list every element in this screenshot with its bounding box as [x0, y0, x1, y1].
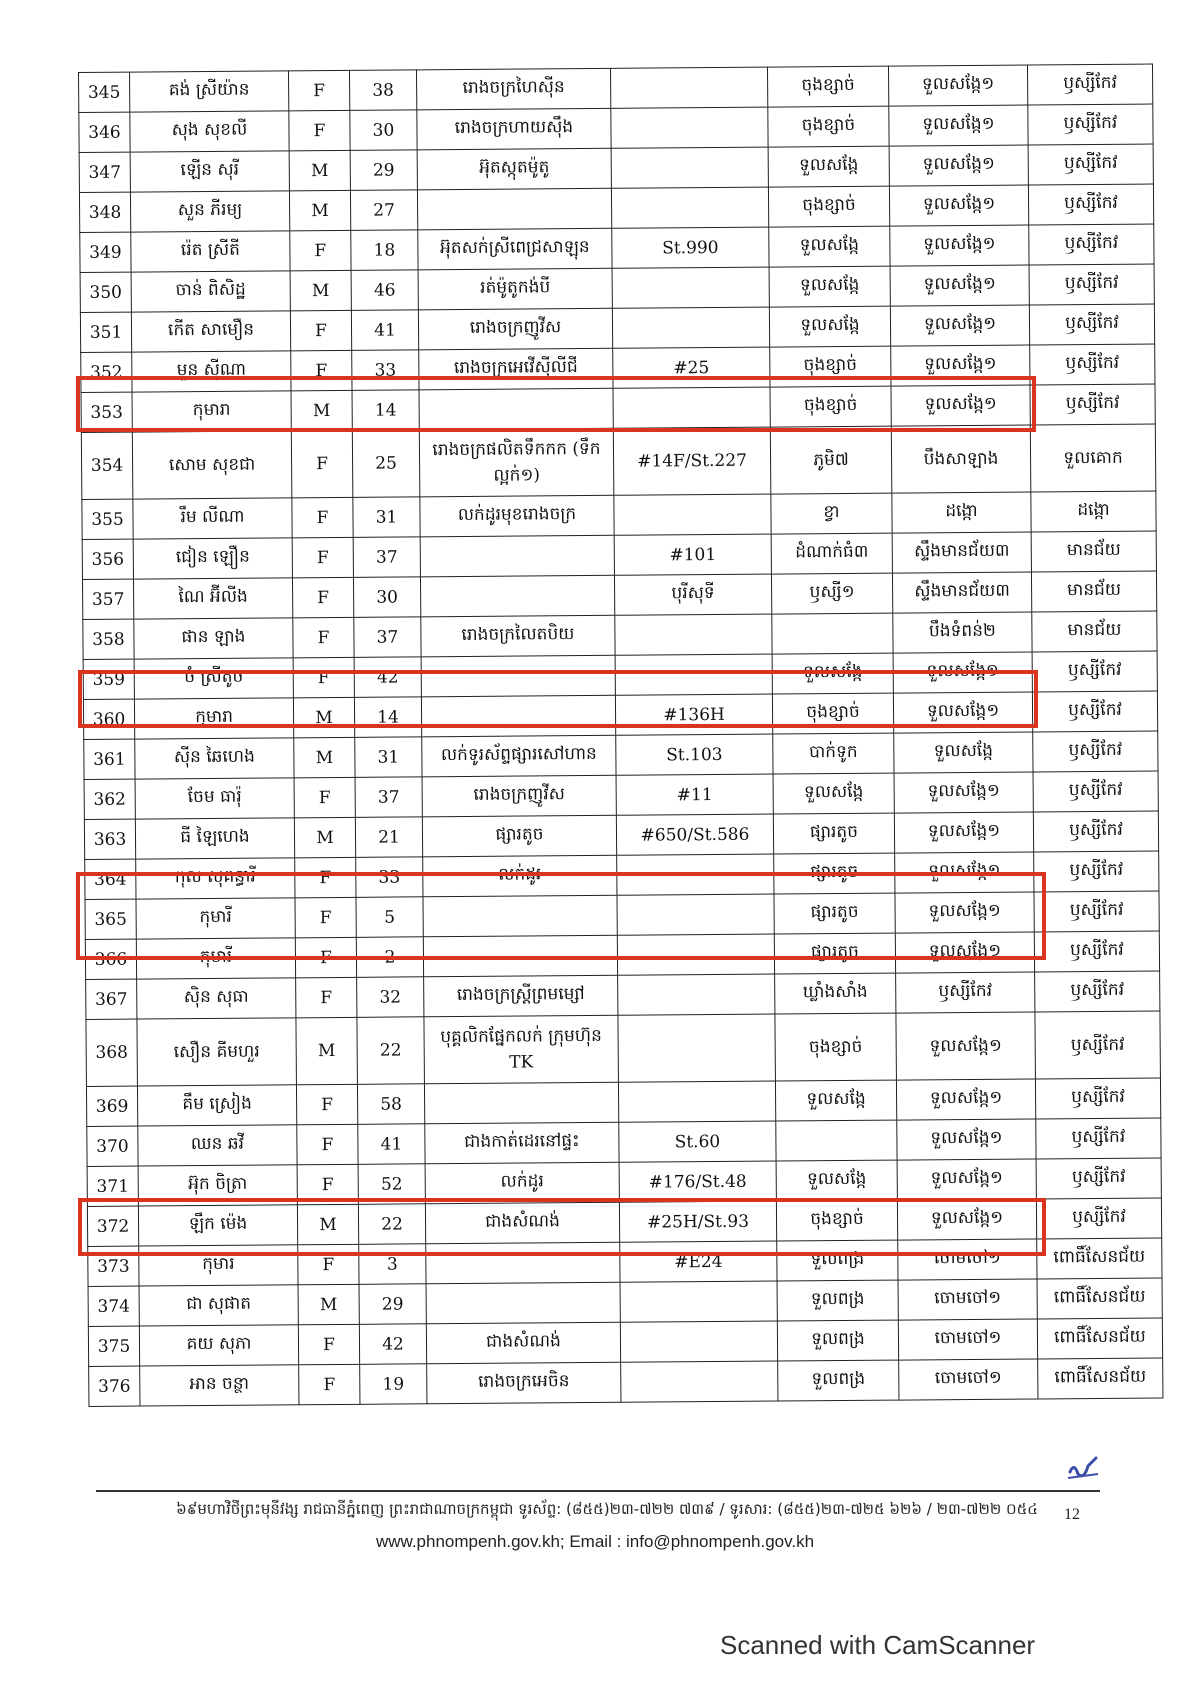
footer-contact: www.phnompenh.gov.kh; Email : info@phnompenh.gov.kh: [375, 1532, 815, 1551]
cell-no: 372: [87, 1206, 138, 1246]
cell-commune: ទួលសង្កែ១: [897, 1199, 1036, 1240]
cell-name: ស៊ិន សុធា: [137, 978, 296, 1019]
cell-village: ចុងខ្សាច់: [770, 386, 891, 427]
cell-no: 370: [87, 1126, 138, 1166]
cell-job: ជាងកាត់ដេរនៅផ្ទះ: [425, 1122, 619, 1164]
cell-district: ឫស្សីកែវ: [1029, 224, 1154, 265]
cell-age: 2: [356, 937, 423, 978]
cell-house: #14F/St.227: [613, 427, 771, 495]
cell-village: ចុងខ្សាច់: [770, 346, 891, 387]
cell-district: ពោធិ៍សែនជ័យ: [1038, 1358, 1163, 1399]
cell-district: ឫស្សីកែវ: [1036, 1198, 1161, 1239]
cell-name: មួន ស៊ីណា: [132, 351, 291, 392]
highlight-box-row-360: [78, 670, 1038, 728]
cell-age: 58: [357, 1084, 424, 1125]
cell-no: 366: [85, 939, 136, 979]
cell-name: រឹម លីណា: [133, 498, 292, 539]
cell-sex: F: [297, 1124, 358, 1164]
cell-commune: ស្ទឹងមានជ័យ៣: [892, 572, 1031, 613]
cell-name: ជៀន ឡឿន: [133, 538, 292, 579]
cell-district: មានជ័យ: [1032, 611, 1157, 652]
cell-house: [615, 614, 772, 655]
cell-name: កុមារី: [136, 898, 295, 939]
cell-district: ពោធិ៍សែនជ័យ: [1037, 1238, 1162, 1279]
cell-sex: M: [293, 697, 354, 737]
cell-commune: ទួលសង្កែ១: [891, 385, 1030, 426]
cell-sex: M: [296, 1017, 358, 1084]
cell-commune: ដង្កោ: [892, 492, 1031, 533]
cell-commune: ទួលសង្កែ១: [893, 692, 1032, 733]
cell-village: ផ្សារតូច: [774, 853, 895, 894]
cell-job: រត់ម៉ូតូកង់បី: [418, 268, 612, 310]
cell-no: 356: [82, 539, 133, 579]
cell-village: ទួលពង្រ: [777, 1240, 898, 1281]
cell-age: 29: [350, 150, 417, 191]
cell-age: 14: [352, 390, 419, 431]
cell-house: [618, 1081, 775, 1122]
cell-name: សោម សុខជា: [132, 431, 292, 499]
cell-house: បុរីសុទី: [614, 574, 771, 615]
cell-age: 21: [355, 817, 422, 858]
cell-commune: ទួលសង្កែ១: [895, 892, 1034, 933]
cell-age: 46: [351, 270, 418, 311]
cell-house: [612, 267, 769, 308]
cell-job: [424, 1082, 618, 1124]
cell-district: មានជ័យ: [1031, 571, 1156, 612]
cell-village: ទួលសង្កែ: [769, 306, 890, 347]
cell-name: អាន ចន្ថា: [140, 1365, 299, 1406]
cell-job: រោងចក្រស្ត្រីព្រមម្សៅ: [424, 975, 618, 1017]
cell-district: ទួលគោក: [1030, 424, 1156, 492]
cell-district: ឫស្សីកែវ: [1029, 264, 1154, 305]
cell-village: ទួលសង្កែ: [769, 266, 890, 307]
cell-no: 367: [86, 979, 137, 1019]
cell-job: រោងចក្រហាយស៊ឹង: [417, 108, 611, 150]
cell-name: ឡឹក ម៉េង: [138, 1205, 297, 1246]
cell-age: 14: [354, 697, 421, 738]
cell-name: កុមារា: [132, 391, 291, 432]
page-number: 12: [1064, 1506, 1080, 1523]
cell-job: ជាងសំណង់: [425, 1202, 619, 1244]
cell-no: 347: [79, 152, 130, 192]
cell-house: [612, 307, 769, 348]
cell-house: #25H/St.93: [619, 1201, 776, 1242]
cell-sex: F: [295, 897, 356, 937]
cell-no: 376: [89, 1366, 140, 1406]
cell-sex: M: [294, 817, 355, 857]
cell-job: លក់ទូរស័ព្ទផ្សារសៅហាន: [422, 735, 616, 777]
cell-age: 33: [352, 350, 419, 391]
cell-job: រោងចក្រហៃស៊ីន: [416, 68, 610, 110]
cell-district: ដង្កោ: [1031, 491, 1156, 532]
cell-sex: M: [297, 1204, 358, 1244]
cell-age: 37: [353, 537, 420, 578]
cell-district: ឫស្សីកែវ: [1028, 184, 1153, 225]
cell-job: [426, 1282, 620, 1324]
cell-age: 32: [357, 977, 424, 1018]
cell-sex: F: [292, 497, 353, 537]
cell-village: ទួលសង្កែ: [775, 1080, 896, 1121]
cell-village: ចុងខ្សាច់: [768, 186, 889, 227]
cell-commune: ឫស្សីកែវ: [896, 972, 1035, 1013]
cell-job: [420, 575, 614, 617]
cell-no: 361: [84, 739, 135, 779]
footer-address: ៦៩មហាវិថីព្រះមុនីវង្ស រាជធានីភ្នំពេញ ព្រះរាជាណាចក្រកម្ពុជា ទូរស័ព្ទ: (៨៥៥)២៣-៧២២ ៧៣៩ / ទូរសារ: (៨៥៥)២៣-៧២៥ ៦២៦ / ២៣-៧២២ ០៥៤: [176, 1500, 1038, 1518]
cell-village: ដំណាក់ធំ៣: [771, 533, 892, 574]
cell-no: 364: [85, 859, 136, 899]
cell-job: រោងចក្រអេចិន: [427, 1362, 621, 1404]
cell-sex: F: [293, 657, 354, 697]
cell-commune: ទួលសង្កែ១: [893, 652, 1032, 693]
cell-age: 52: [358, 1164, 425, 1205]
cell-village: ភូមិ៧: [770, 426, 892, 494]
camscanner-watermark: Scanned with CamScanner: [720, 1630, 1036, 1660]
cell-district: ឫស្សីកែវ: [1034, 891, 1159, 932]
cell-age: 22: [358, 1204, 425, 1245]
cell-village: ផ្សារតូច: [774, 893, 895, 934]
cell-sex: F: [293, 617, 354, 657]
cell-name: អ៊ុក ចិត្រា: [138, 1165, 297, 1206]
cell-sex: F: [295, 857, 356, 897]
cell-house: St.990: [612, 227, 769, 268]
cell-name: ជា សុផាត: [139, 1285, 298, 1326]
table-row: [81, 424, 1155, 499]
cell-job: អ៊ុតសក់ស្រីពេជ្រសាឡុន: [418, 228, 612, 270]
cell-name: កុមារី: [139, 1245, 298, 1286]
cell-no: 360: [83, 699, 134, 739]
cell-house: [611, 147, 768, 188]
cell-commune: ទួលសង្កែ១: [889, 105, 1028, 146]
cell-commune: ទួលសង្កែ១: [890, 305, 1029, 346]
cell-no: 355: [82, 499, 133, 539]
cell-no: 358: [83, 619, 134, 659]
cell-house: [618, 1014, 776, 1082]
cell-village: ទួលសង្កែ: [772, 653, 893, 694]
cell-name: ឈន ឆវី: [138, 1125, 297, 1166]
cell-house: #650/St.586: [616, 814, 773, 855]
highlight-box-row-373: [78, 1198, 1046, 1256]
cell-house: [620, 1321, 777, 1362]
cell-village: ចុងខ្សាច់: [772, 693, 893, 734]
highlight-box-rows-365-366: [76, 872, 1046, 960]
cell-house: [614, 494, 771, 535]
cell-sex: F: [292, 577, 353, 617]
cell-district: ឫស្សីកែវ: [1030, 344, 1155, 385]
cell-sex: F: [299, 1364, 360, 1404]
cell-village: ផ្សារតូច: [774, 933, 895, 974]
cell-age: 31: [353, 497, 420, 538]
cell-village: ទួលសង្កែ: [768, 146, 889, 187]
cell-no: 359: [83, 659, 134, 699]
cell-district: ឫស្សីកែវ: [1035, 971, 1160, 1012]
cell-house: #101: [614, 534, 771, 575]
cell-commune: ចោមចៅ១: [899, 1359, 1038, 1400]
cell-district: ឫស្សីកែវ: [1036, 1158, 1161, 1199]
cell-commune: ទួលសង្កែ១: [890, 265, 1029, 306]
cell-sex: F: [290, 230, 351, 270]
cell-job: [420, 535, 614, 577]
cell-name: សួន ភីរម្យ: [130, 191, 289, 232]
cell-sex: F: [297, 1164, 358, 1204]
cell-house: [621, 1361, 778, 1402]
cell-commune: ទួលសង្កែ១: [894, 772, 1033, 813]
cell-no: 346: [79, 112, 130, 152]
cell-house: #176/St.48: [619, 1161, 776, 1202]
cell-name: ចែម ធារ៉ុ: [135, 778, 294, 819]
cell-job: រោងចក្រញូវីស: [418, 308, 612, 350]
cell-district: ឫស្សីកែវ: [1032, 691, 1157, 732]
cell-house: [611, 107, 768, 148]
cell-no: 365: [85, 899, 136, 939]
cell-age: 5: [356, 897, 423, 938]
cell-job: លក់ដូរមុខរោងចក្រ: [420, 495, 614, 537]
table-row: [86, 1011, 1160, 1086]
cell-commune: ទួលសង្កែ១: [897, 1119, 1036, 1160]
cell-name: ស៊ីន ឆៃហេង: [135, 738, 294, 779]
cell-commune: ចោមចៅ១: [898, 1319, 1037, 1360]
cell-no: 375: [88, 1326, 139, 1366]
cell-no: 348: [79, 192, 130, 232]
cell-sex: F: [288, 70, 349, 110]
cell-village: ទួលពង្រ: [777, 1280, 898, 1321]
cell-name: ណៃ អ៊ីលីង: [133, 578, 292, 619]
cell-job: រោងចក្រផលិតទឹកកក (ទឹកល្អក់១): [419, 428, 614, 497]
cell-village: ចុងខ្សាច់: [768, 106, 889, 147]
cell-commune: ទួលសង្កែ១: [895, 852, 1034, 893]
cell-house: [610, 67, 767, 108]
cell-no: 349: [80, 232, 131, 272]
cell-no: 352: [81, 352, 132, 392]
cell-commune: ទួលសង្កែ១: [889, 145, 1028, 186]
cell-district: ឫស្សីកែវ: [1033, 731, 1158, 772]
cell-name: សឿន គីមហួរ: [137, 1018, 297, 1086]
cell-sex: M: [290, 270, 351, 310]
cell-no: 373: [88, 1246, 139, 1286]
cell-name: ធី ឡៃហេង: [135, 818, 294, 859]
cell-name: ឡើន សុរី: [130, 151, 289, 192]
cell-name: កើត សាមឿន: [131, 311, 290, 352]
cell-district: ឫស្សីកែវ: [1029, 304, 1154, 345]
cell-age: 30: [350, 110, 417, 151]
cell-district: ឫស្សីកែវ: [1034, 931, 1159, 972]
cell-name: គង់ ស្រីយ៉ាន: [130, 71, 289, 112]
cell-village: ទួលពង្រ: [778, 1360, 899, 1401]
cell-no: 351: [80, 312, 131, 352]
cell-district: ឫស្សីកែវ: [1030, 384, 1155, 425]
cell-commune: ទួលសង្កែ១: [890, 225, 1029, 266]
cell-house: #E24: [620, 1241, 777, 1282]
cell-age: 41: [358, 1124, 425, 1165]
cell-age: 33: [356, 857, 423, 898]
cell-village: ខ្វា: [771, 493, 892, 534]
cell-village: [776, 1120, 897, 1161]
cell-district: មានជ័យ: [1031, 531, 1156, 572]
cell-commune: ចោមចៅ១: [898, 1239, 1037, 1280]
cell-sex: F: [296, 1084, 357, 1124]
cell-sex: M: [289, 190, 350, 230]
cell-sex: F: [292, 537, 353, 577]
cell-sex: F: [291, 430, 353, 497]
cell-sex: F: [295, 937, 356, 977]
cell-sex: F: [294, 777, 355, 817]
cell-job: បុគ្គលិកផ្នែកលក់ ក្រុមហ៊ុន TK: [424, 1015, 619, 1084]
footer-divider: [96, 1490, 1100, 1492]
cell-age: 31: [355, 737, 422, 778]
cell-sex: F: [290, 310, 351, 350]
cell-village: ឃ្លាំងសាំង: [775, 973, 896, 1014]
cell-no: 371: [87, 1166, 138, 1206]
cell-job: លក់ដូរ: [425, 1162, 619, 1204]
cell-job: ផ្សារតូច: [422, 815, 616, 857]
cell-village: ទួលសង្កែ: [773, 773, 894, 814]
cell-district: ឫស្សីកែវ: [1028, 104, 1153, 145]
cell-commune: ទួលសង្កែ១: [897, 1159, 1036, 1200]
cell-house: St.103: [616, 734, 773, 775]
cell-district: ឫស្សីកែវ: [1033, 811, 1158, 852]
cell-name: គឹម ស្រៀង: [137, 1085, 296, 1126]
cell-age: 42: [359, 1324, 426, 1365]
cell-village: ចុងខ្សាច់: [776, 1200, 897, 1241]
highlight-box-row-353: [76, 376, 1036, 432]
cell-village: បាក់ទូក: [773, 733, 894, 774]
cell-age: 42: [354, 657, 421, 698]
cell-name: គយ សុភា: [139, 1325, 298, 1366]
cell-district: ពោធិ៍សែនជ័យ: [1037, 1278, 1162, 1319]
cell-district: ឫស្សីកែវ: [1028, 144, 1153, 185]
cell-name: កុមារី: [136, 938, 295, 979]
cell-district: ឫស្សីកែវ: [1033, 771, 1158, 812]
cell-sex: M: [294, 737, 355, 777]
cell-job: [417, 188, 611, 230]
cell-house: #136H: [615, 694, 772, 735]
cell-commune: បឹងសាឡាង: [891, 425, 1031, 493]
cell-district: ឫស្សីកែវ: [1027, 64, 1152, 105]
cell-age: 38: [349, 70, 416, 111]
cell-village: ឫស្សី១: [771, 573, 892, 614]
cell-commune: ទួលសង្កែ១: [896, 1079, 1035, 1120]
cell-commune: ទួលសង្កែ: [894, 732, 1033, 773]
cell-name: ចំ ស្រីតូច: [134, 658, 293, 699]
cell-no: 353: [81, 392, 132, 432]
cell-job: រោងចក្រអេវើស៊ីលីជី: [419, 348, 613, 390]
initial-signature-mark: [1066, 1452, 1100, 1482]
cell-sex: F: [296, 977, 357, 1017]
cell-age: 3: [359, 1244, 426, 1285]
cell-district: ពោធិ៍សែនជ័យ: [1037, 1318, 1162, 1359]
cell-name: ផាន ឡាង: [134, 618, 293, 659]
cell-sex: M: [289, 150, 350, 190]
cell-name: កុមារា: [134, 698, 293, 739]
cell-no: 363: [84, 819, 135, 859]
cell-district: ឫស្សីកែវ: [1035, 1011, 1161, 1079]
cell-commune: ទួលសង្កែ១: [891, 345, 1030, 386]
cell-job: រោងចក្រលៃតបិយ: [421, 615, 615, 657]
cell-house: #25: [613, 347, 770, 388]
cell-sex: M: [291, 390, 352, 430]
cell-village: ចុងខ្សាច់: [767, 66, 888, 107]
cell-age: 41: [351, 310, 418, 351]
cell-village: [772, 613, 893, 654]
cell-no: 368: [86, 1019, 138, 1086]
cell-district: ឫស្សីកែវ: [1035, 1078, 1160, 1119]
cell-age: 37: [355, 777, 422, 818]
cell-no: 357: [82, 579, 133, 619]
cell-no: 362: [84, 779, 135, 819]
cell-no: 350: [80, 272, 131, 312]
cell-age: 37: [354, 617, 421, 658]
cell-no: 374: [88, 1286, 139, 1326]
cell-no: 354: [81, 432, 133, 499]
cell-district: ឫស្សីកែវ: [1036, 1118, 1161, 1159]
cell-sex: F: [298, 1324, 359, 1364]
cell-sex: M: [298, 1284, 359, 1324]
cell-age: 30: [353, 577, 420, 618]
cell-name: កុល សុគន្ធារី: [136, 858, 295, 899]
cell-age: 22: [357, 1017, 425, 1085]
table-row: [89, 1358, 1163, 1406]
cell-name: រ៉េត ស្រីតី: [131, 231, 290, 272]
cell-village: ចុងខ្សាច់: [775, 1013, 897, 1081]
cell-house: St.60: [619, 1121, 776, 1162]
cell-commune: ទួលសង្កែ១: [895, 932, 1034, 973]
cell-commune: បឹងទំពន់២: [893, 612, 1032, 653]
cell-sex: F: [298, 1244, 359, 1284]
cell-no: 345: [79, 72, 130, 112]
cell-commune: ទួលសង្កែ១: [888, 65, 1027, 106]
cell-village: ទួលសង្កែ: [769, 226, 890, 267]
cell-district: ឫស្សីកែវ: [1032, 651, 1157, 692]
cell-sex: F: [291, 350, 352, 390]
cell-village: ទួលពង្រ: [777, 1320, 898, 1361]
cell-age: 27: [350, 190, 417, 231]
cell-village: ទួលសង្កែ: [776, 1160, 897, 1201]
cell-commune: ស្ទឹងមានជ័យ៣: [892, 532, 1031, 573]
cell-commune: ទួលសង្កែ១: [889, 185, 1028, 226]
cell-name: ចាន់ ពិសិដ្ឋ: [131, 271, 290, 312]
cell-age: 18: [351, 230, 418, 271]
cell-house: [620, 1281, 777, 1322]
cell-no: 369: [86, 1086, 137, 1126]
cell-house: [618, 974, 775, 1015]
cell-job: លក់ដូរ: [423, 855, 617, 897]
cell-job: ជាងសំណង់: [426, 1322, 620, 1364]
cell-commune: ចោមចៅ១: [898, 1279, 1037, 1320]
cell-house: [611, 187, 768, 228]
cell-age: 29: [359, 1284, 426, 1325]
cell-age: 19: [360, 1364, 427, 1405]
cell-job: អ៊ុតស្កុតម៉ូតូ: [417, 148, 611, 190]
cell-job: រោងចក្រញូវីស: [422, 775, 616, 817]
cell-age: 25: [352, 430, 420, 498]
cell-sex: F: [289, 110, 350, 150]
cell-commune: ទួលសង្កែ១: [894, 812, 1033, 853]
cell-district: ឫស្សីកែវ: [1034, 851, 1159, 892]
cell-name: សុង សុខលី: [130, 111, 289, 152]
cell-village: ផ្សារតូច: [773, 813, 894, 854]
cell-commune: ទួលសង្កែ១: [896, 1012, 1036, 1080]
cell-house: #11: [616, 774, 773, 815]
